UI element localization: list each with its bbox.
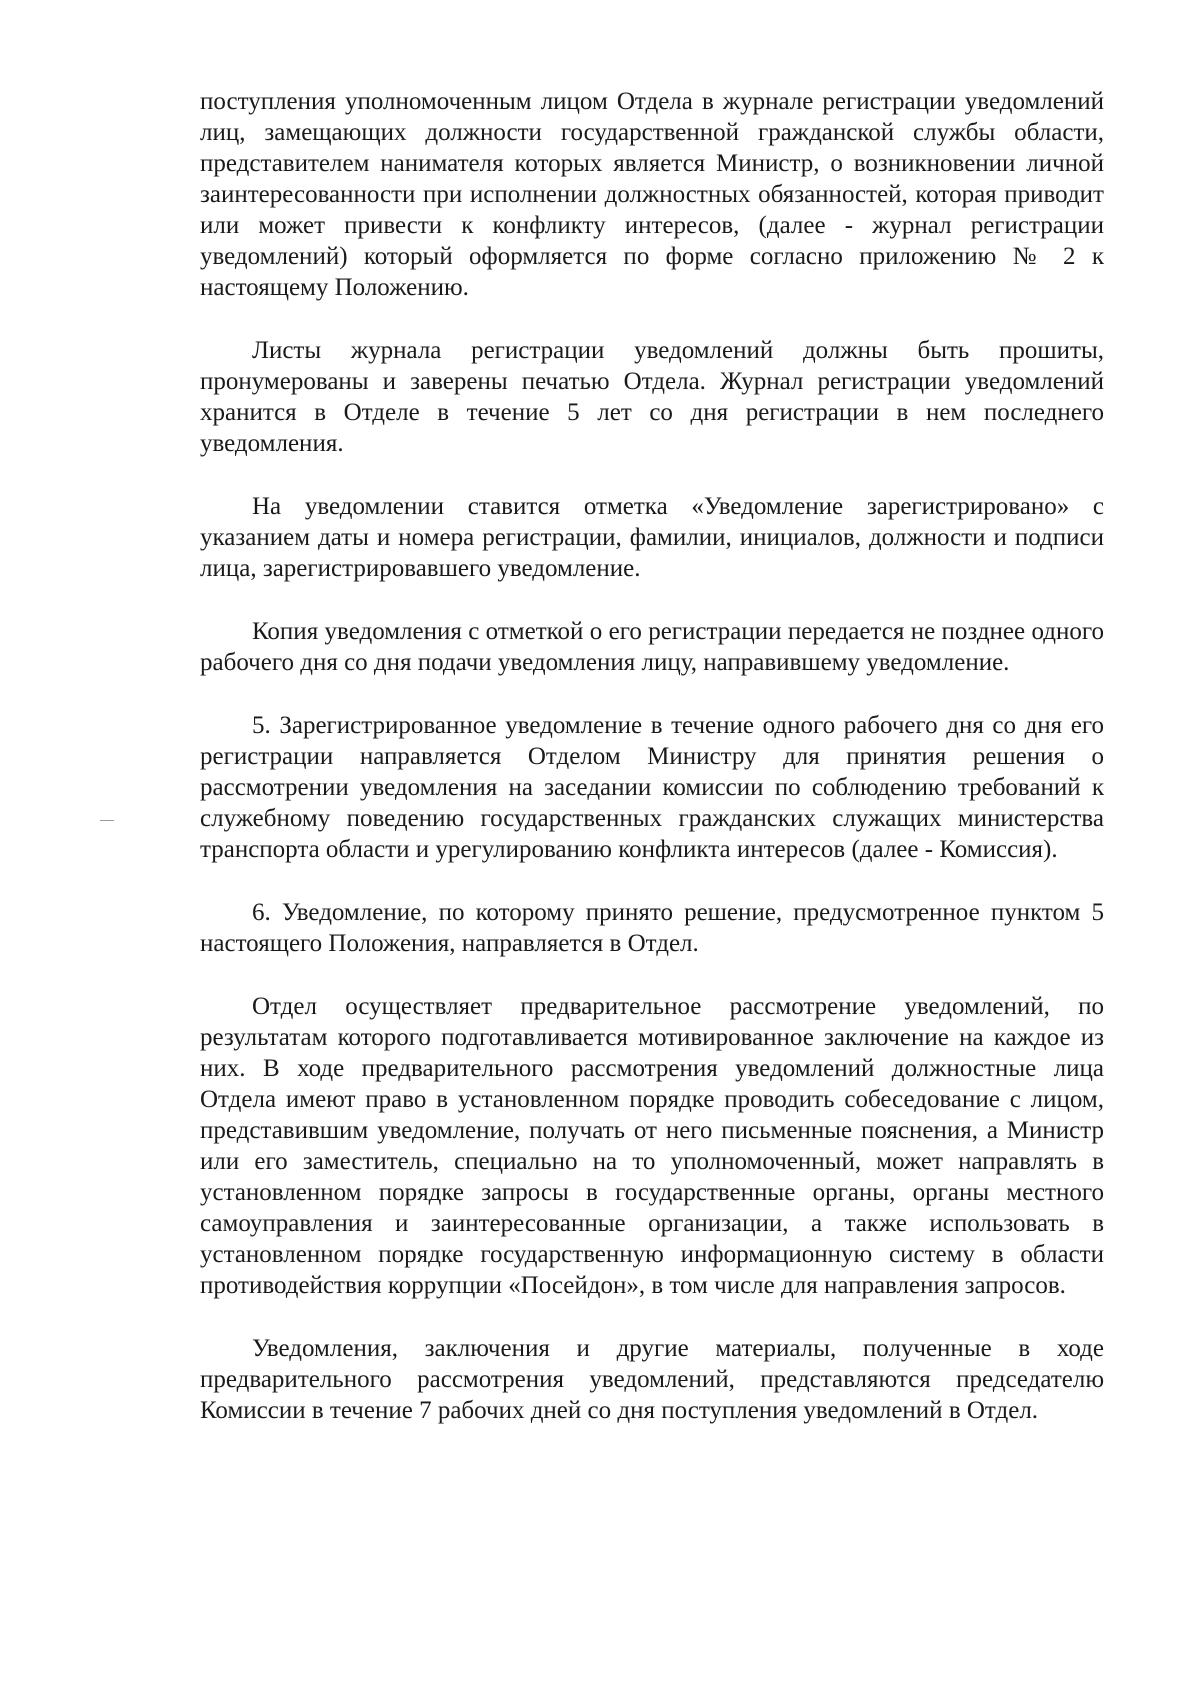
paragraph-journal-continuation: поступления уполномоченным лицом Отдела в журнале регистрации уведомлений лиц, замещающих должности государственной гражданской службы области, представителем нанимателя которых является Министр, о возникновении личной заинтересованности при исполнении должностных обязанностей, которая приводит или может привести к конфликту интересов, (далее - журнал регистрации уведомлений) который оформляется по форме согласно приложению № 2 к настоящему Положению.: [200, 88, 1104, 301]
paragraph-copy-transfer: Копия уведомления с отметкой о его регистрации передается не позднее одного рабочего дня со дня подачи уведомления лицу, направившему уведомление.: [200, 618, 1104, 676]
paragraph-journal-sheets: Листы журнала регистрации уведомлений должны быть прошиты, пронумерованы и заверены печатью Отдела. Журнал регистрации уведомлений хранится в Отделе в течение 5 лет со дня регистрации в нем последнего уведомления.: [200, 337, 1104, 457]
paragraph-item-6: 6. Уведомление, по которому принято решение, предусмотренное пунктом 5 настоящего Положения, направляется в Отдел.: [200, 899, 1104, 957]
document-body: [200, 86, 1104, 1458]
paragraph-preliminary-review: Отдел осуществляет предварительное рассмотрение уведомлений, по результатам которого подготавливается мотивированное заключение на каждое из них. В ходе предварительного рассмотрения уведомлений должностные лица Отдела имеют право в установленном порядке проводить собеседование с лицом, представившим уведомление, получать от него письменные пояснения, а Министр или его заместитель, специально на то уполномоченный, может направлять в установленном порядке запросы в государственные органы, органы местного самоуправления и заинтересованные организации, а также использовать в установленном порядке государственную информационную систему в области противодействия коррупции «Посейдон», в том числе для направления запросов.: [200, 993, 1104, 1299]
paragraph-item-5: 5. Зарегистрированное уведомление в течение одного рабочего дня со дня его регистрации направляется Отделом Министру для принятия решения о рассмотрении уведомления на заседании комиссии по соблюдению требований к служебному поведению государственных гражданских служащих министерства транспорта области и урегулированию конфликта интересов (далее - Комиссия).: [200, 712, 1104, 863]
paragraph-materials-submission: Уведомления, заключения и другие материалы, полученные в ходе предварительного рассмотрения уведомлений, представляются председателю Комиссии в течение 7 рабочих дней со дня поступления уведомлений в Отдел.: [200, 1335, 1104, 1424]
paragraph-registration-mark: На уведомлении ставится отметка «Уведомление зарегистрировано» с указанием даты и номера регистрации, фамилии, инициалов, должности и подписи лица, зарегистрировавшего уведомление.: [200, 493, 1104, 582]
margin-mark: [100, 820, 114, 821]
